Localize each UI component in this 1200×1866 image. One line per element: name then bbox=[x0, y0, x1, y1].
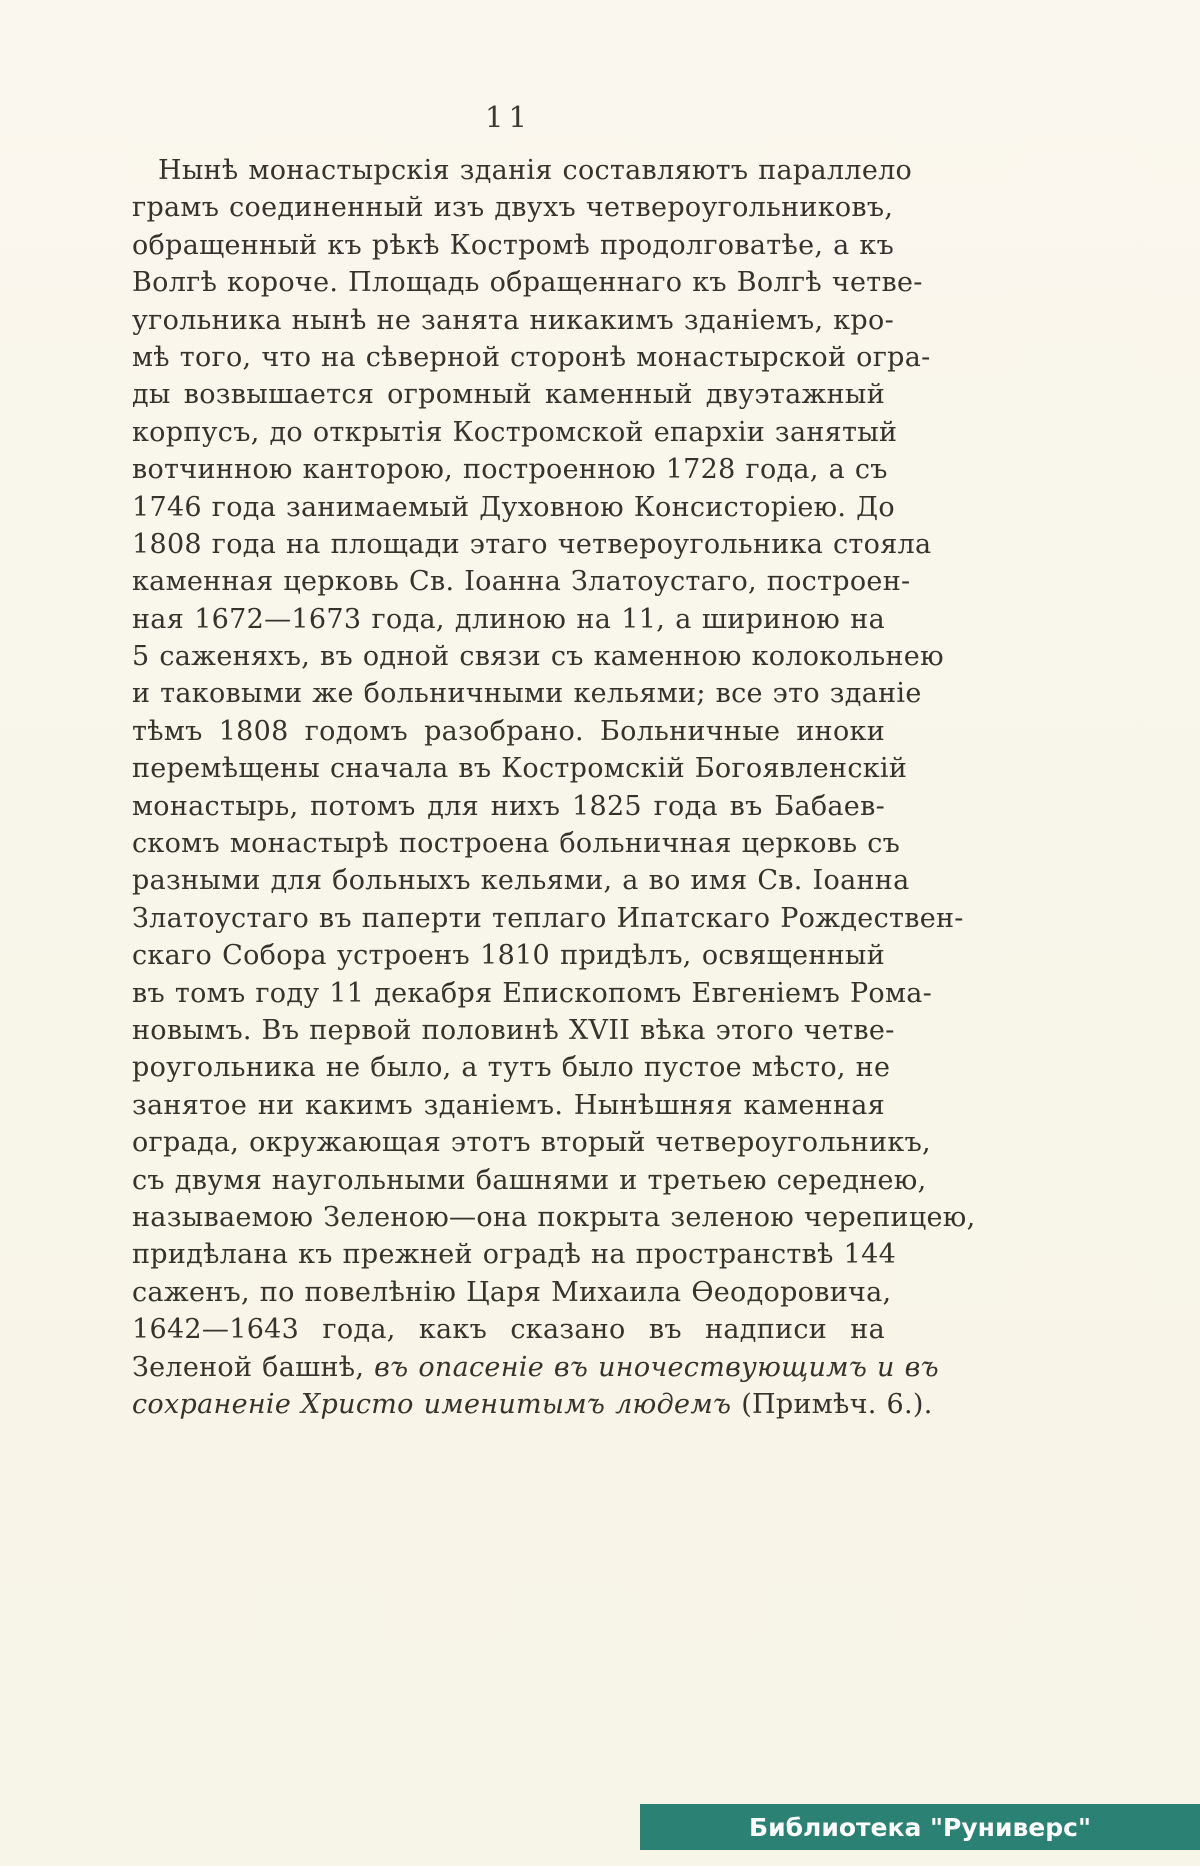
text-segment: вотчинною канторою, построенною 1728 года, а съ bbox=[132, 454, 888, 486]
text-segment: и таковыми же больничными кельями; все это зданіе bbox=[132, 678, 922, 710]
text-segment: называемою Зеленою—она покрыта зеленою черепицею, bbox=[132, 1201, 976, 1233]
text-line bbox=[132, 638, 944, 675]
text-line bbox=[132, 1349, 939, 1386]
text-line bbox=[132, 1311, 885, 1348]
text-line bbox=[132, 788, 885, 825]
text-segment: ды возвышается огромный каменный двуэтажный bbox=[132, 379, 885, 411]
text-line bbox=[132, 489, 895, 526]
text-segment: 1642—1643 года, какъ сказано въ надписи на bbox=[132, 1314, 885, 1346]
text-line bbox=[132, 1049, 891, 1086]
text-segment: въ томъ году 11 декабря Епископомъ Евгеніемъ Рома- bbox=[132, 977, 933, 1009]
text-segment: ная 1672—1673 года, длиною на 11, а шириною на bbox=[132, 603, 885, 635]
text-segment: перемѣщены сначала въ Костромскій Богоявленскій bbox=[132, 753, 908, 785]
text-line bbox=[132, 414, 898, 451]
text-segment: скомъ монастырѣ построена больничная церковь съ bbox=[132, 828, 901, 860]
text-line bbox=[132, 937, 885, 974]
text-line bbox=[132, 526, 932, 563]
text-segment: угольника нынѣ не занята никакимъ зданіемъ, кро- bbox=[132, 304, 894, 336]
text-segment: Зеленой башнѣ, bbox=[132, 1351, 375, 1383]
text-segment: Волгѣ короче. Площадь обращеннаго къ Волгѣ четве- bbox=[132, 267, 923, 299]
text-line bbox=[132, 1236, 897, 1273]
text-segment: обращенный къ рѣкѣ Костромѣ продолговатѣе, а къ bbox=[132, 229, 895, 261]
text-segment: (Примѣч. 6.). bbox=[741, 1388, 933, 1420]
text-line bbox=[132, 264, 923, 301]
text-segment: саженъ, по повелѣнію Царя Михаила Ѳеодоровича, bbox=[132, 1276, 892, 1308]
text-segment: разными для больныхъ кельями, а во имя Св. Іоанна bbox=[132, 865, 910, 897]
text-segment: тѣмъ 1808 годомъ разобрано. Больничные иноки bbox=[132, 715, 885, 747]
text-line bbox=[132, 750, 908, 787]
text-line bbox=[132, 451, 888, 488]
text-line bbox=[132, 227, 895, 264]
text-segment: мѣ того, что на сѣверной сторонѣ монастырской огра- bbox=[132, 341, 931, 373]
text-segment: 1808 года на площади этаго четвероугольника стояла bbox=[132, 528, 932, 560]
text-line bbox=[132, 862, 910, 899]
text-line bbox=[132, 1386, 933, 1423]
text-line bbox=[132, 675, 922, 712]
text-segment: каменная церковь Св. Іоанна Златоустаго, построен- bbox=[132, 566, 911, 598]
text-segment-italic: въ опасеніе въ иночествующимъ и въ bbox=[374, 1351, 939, 1383]
text-segment: Златоустаго въ паперти теплаго Ипатскаго Рождествен- bbox=[132, 902, 964, 934]
text-segment: новымъ. Въ первой половинѣ XVII вѣка этого четве- bbox=[132, 1014, 895, 1046]
text-line bbox=[132, 900, 964, 937]
page-text bbox=[132, 152, 976, 1423]
text-line bbox=[132, 601, 885, 638]
text-line bbox=[132, 1199, 976, 1236]
text-line bbox=[132, 376, 885, 413]
text-segment: съ двумя наугольными башнями и третьею середнею, bbox=[132, 1164, 927, 1196]
text-line bbox=[132, 563, 911, 600]
text-line bbox=[132, 339, 931, 376]
text-line bbox=[132, 1124, 931, 1161]
library-watermark: Библиотека "Руниверс" bbox=[640, 1804, 1200, 1850]
text-line bbox=[132, 1274, 892, 1311]
text-segment: грамъ соединенный изъ двухъ четвероугольниковъ, bbox=[132, 192, 894, 224]
text-line bbox=[132, 152, 913, 189]
text-segment: 5 саженяхъ, въ одной связи съ каменною колокольнею bbox=[132, 641, 944, 673]
text-segment-italic: сохраненіе Христо именитымъ людемъ bbox=[132, 1388, 742, 1420]
page-number: 11 bbox=[485, 100, 532, 134]
text-segment: занятое ни какимъ зданіемъ. Нынѣшняя каменная bbox=[132, 1089, 885, 1121]
text-segment: Нынѣ монастырскія зданія составляютъ параллело bbox=[158, 155, 913, 186]
text-segment: ограда, окружающая этотъ вторый четвероугольникъ, bbox=[132, 1127, 931, 1159]
text-segment: скаго Собора устроенъ 1810 придѣлъ, освященный bbox=[132, 940, 885, 972]
text-line bbox=[132, 1087, 885, 1124]
text-line bbox=[132, 302, 894, 339]
text-line bbox=[132, 1012, 895, 1049]
text-segment: придѣлана къ прежней оградѣ на пространствѣ 144 bbox=[132, 1239, 897, 1271]
text-line bbox=[132, 189, 894, 226]
text-line bbox=[132, 1162, 927, 1199]
text-segment: монастырь, потомъ для нихъ 1825 года въ Бабаев- bbox=[132, 790, 885, 822]
text-line bbox=[132, 825, 901, 862]
text-segment: роугольника не было, а тутъ было пустое мѣсто, не bbox=[132, 1052, 891, 1084]
text-line bbox=[132, 975, 933, 1012]
text-line bbox=[132, 713, 885, 750]
text-segment: 1746 года занимаемый Духовною Консисторіею. До bbox=[132, 491, 895, 523]
text-segment: корпусъ, до открытія Костромской епархіи занятый bbox=[132, 416, 898, 448]
